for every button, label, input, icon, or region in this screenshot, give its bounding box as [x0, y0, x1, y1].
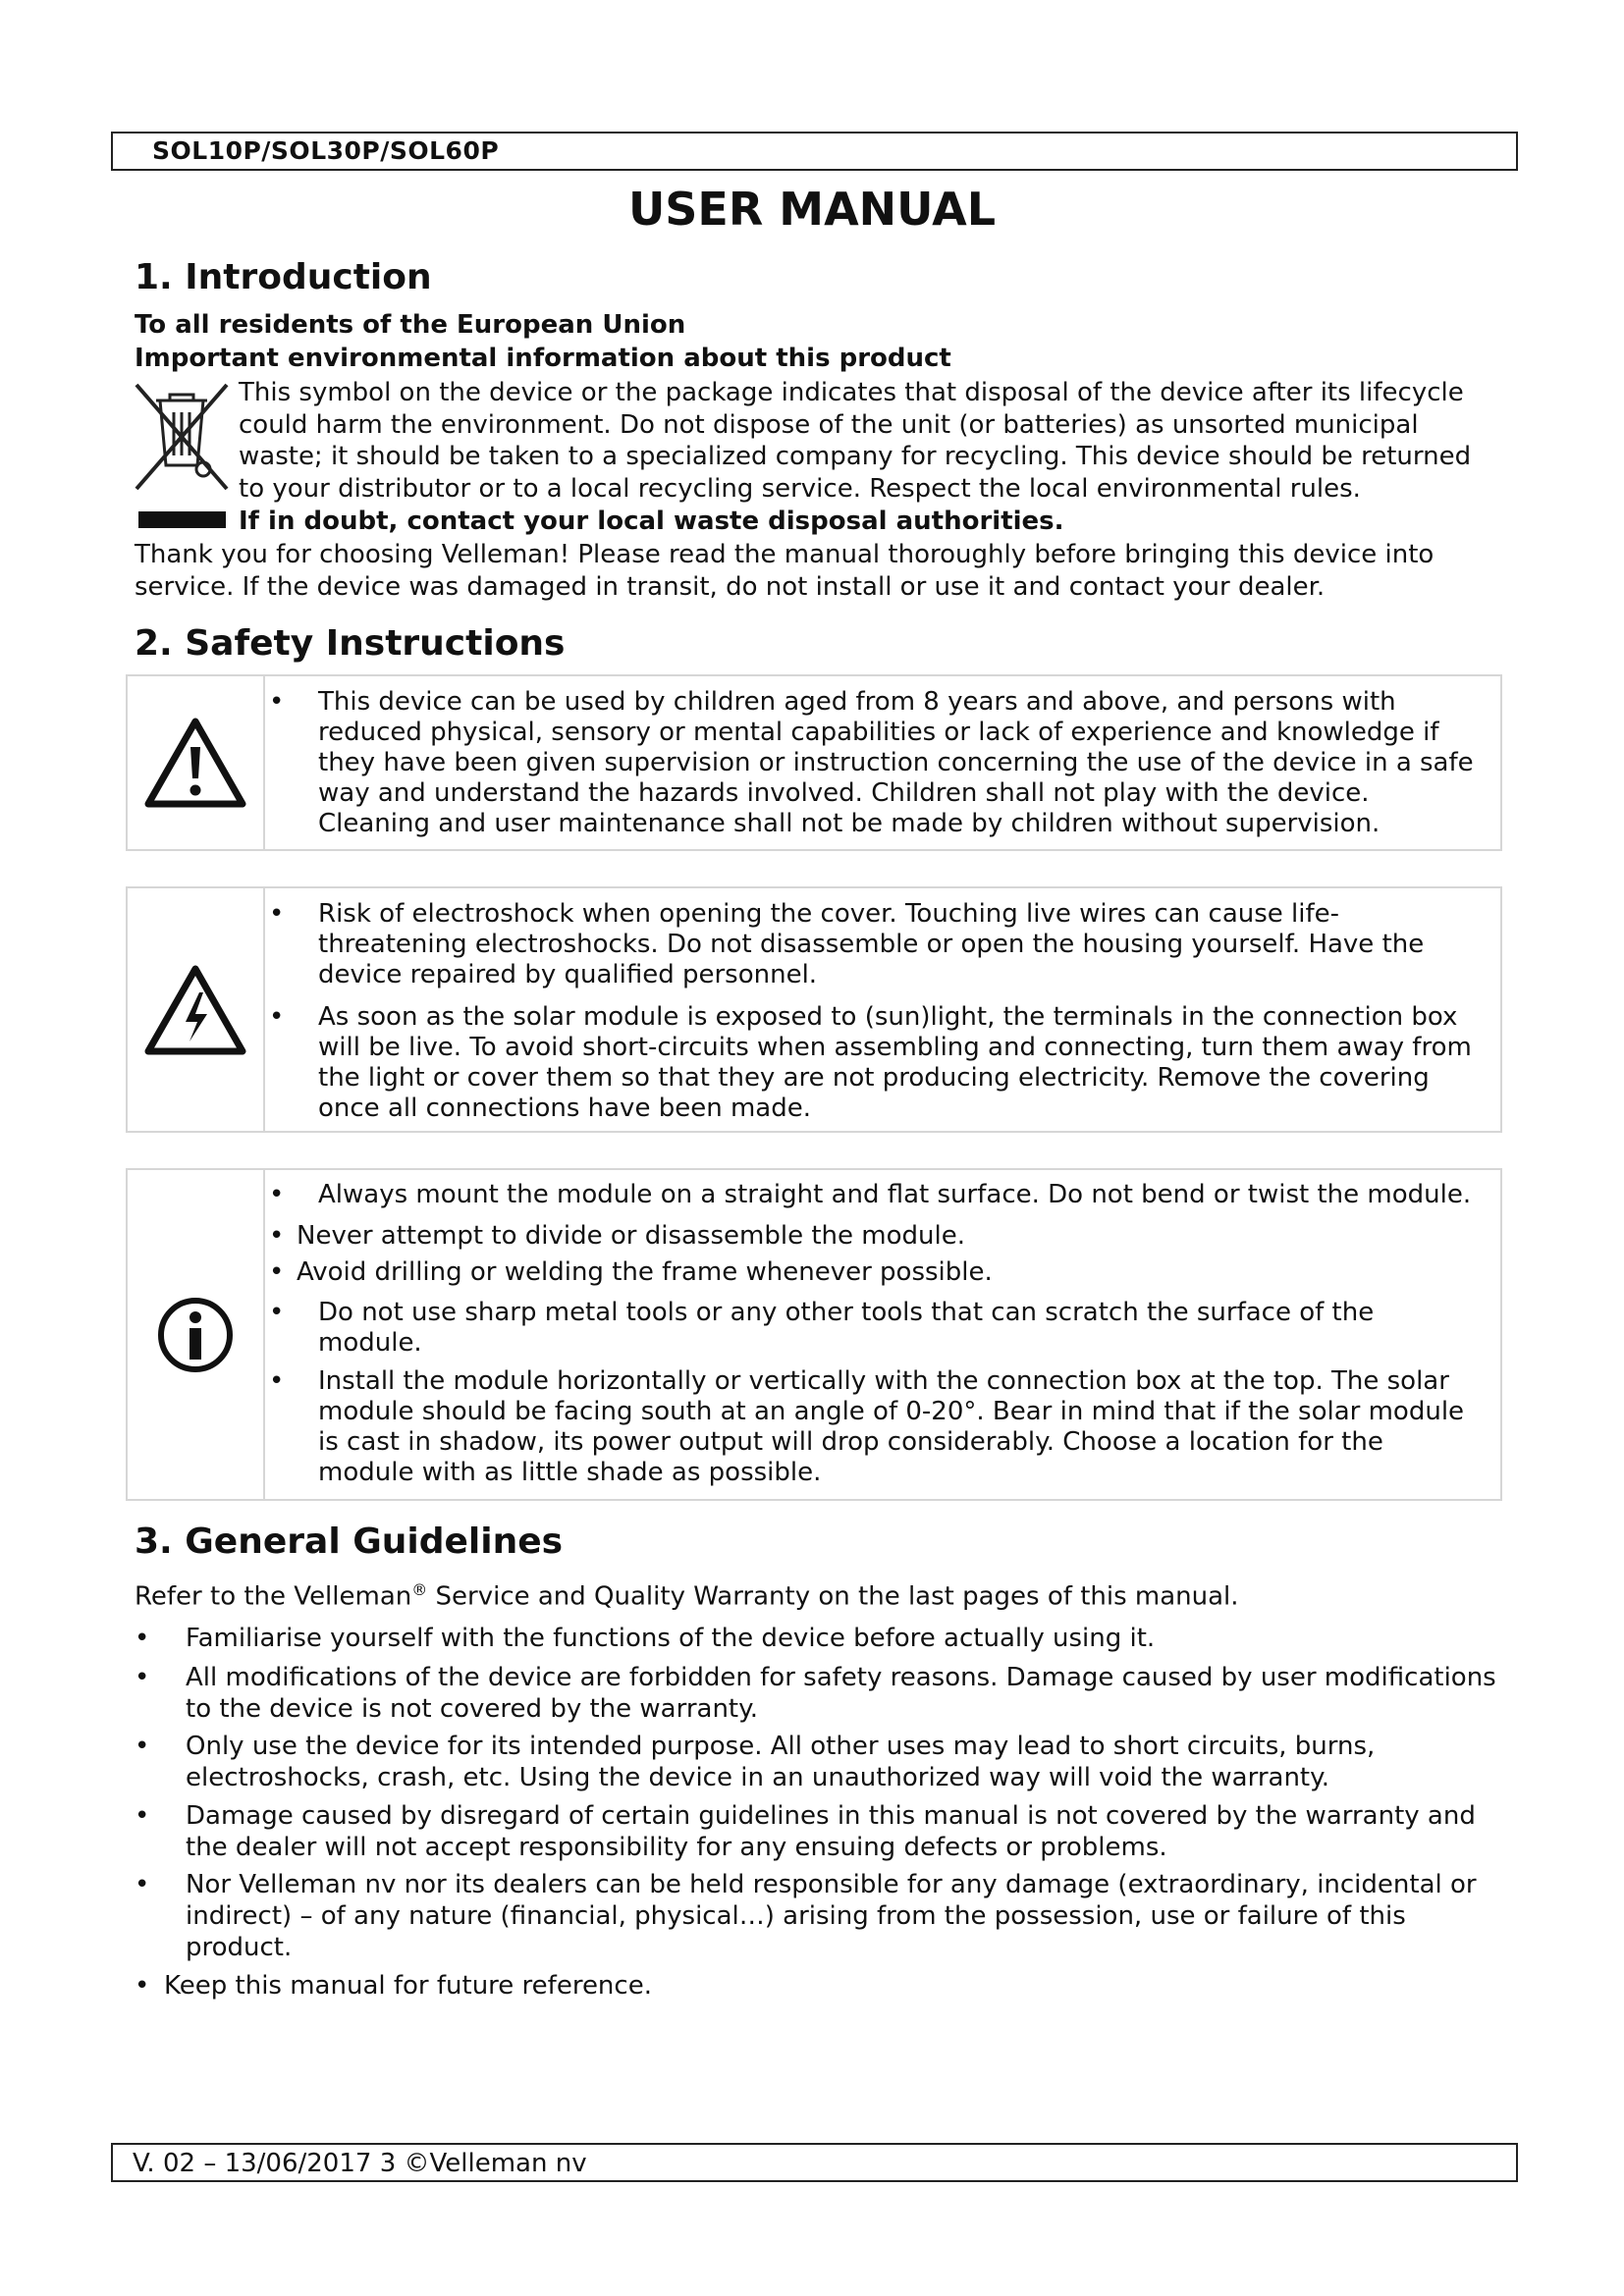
text-line: once all connections have been made. [318, 1094, 811, 1123]
bullet: • [269, 1180, 285, 1209]
section-heading-introduction: 1. Introduction [135, 257, 432, 297]
text-line: Nor Velleman nv nor its dealers can be held responsible for any damage (extraordinary, incidental or [186, 1870, 1477, 1899]
text-line: Damage caused by disregard of certain guidelines in this manual is not covered by the warranty and [186, 1801, 1476, 1831]
safety-box-children [126, 674, 1502, 851]
icon-cell [128, 676, 265, 849]
refer-text: Refer to the Velleman [135, 1581, 412, 1612]
text-line: Never attempt to divide or disassemble the module. [297, 1221, 965, 1251]
weee-doubt-note: If in doubt, contact your local waste disposal authorities. [239, 507, 1064, 536]
weee-line: waste; it should be taken to a specialized company for recycling. This device should be returned [239, 442, 1472, 471]
high-voltage-icon [142, 963, 248, 1057]
bullet: • [269, 1221, 285, 1251]
env-title: Important environmental information about this product [135, 344, 951, 373]
refer-line [135, 1574, 1529, 1614]
text-line: module should be facing south at an angle of 0-20°. Bear in mind that if the solar module [318, 1397, 1465, 1426]
text-line: Risk of electroshock when opening the cover. Touching live wires can cause life- [318, 899, 1340, 929]
bullet: • [135, 1624, 150, 1653]
text-line: the dealer will not accept responsibility for any ensuing defects or problems. [186, 1833, 1167, 1862]
text-line: Familiarise yourself with the functions of the device before actually using it. [186, 1624, 1156, 1653]
text-line: This device can be used by children aged from 8 years and above, and persons with [318, 687, 1396, 717]
bullet: • [135, 1870, 150, 1899]
text-line: Install the module horizontally or vertically with the connection box at the top. The solar [318, 1366, 1449, 1396]
safety-box-electroshock [126, 886, 1502, 1133]
header-box [111, 132, 1518, 171]
text-line: threatening electroshocks. Do not disassemble or open the housing yourself. Have the [318, 930, 1425, 959]
weee-line: This symbol on the device or the package indicates that disposal of the device after its lifecycle [239, 378, 1464, 407]
footer-version: V. 02 – 13/06/2017 3 ©Velleman nv [133, 2149, 587, 2178]
text-line: the light or cover them so that they are not producing electricity. Remove the covering [318, 1063, 1430, 1093]
bullet: • [135, 1663, 150, 1692]
registered-mark: ® [411, 1580, 428, 1599]
section-heading-safety: 2. Safety Instructions [135, 623, 566, 664]
section-heading-guidelines: 3. General Guidelines [135, 1522, 564, 1562]
text-line: As soon as the solar module is exposed to (sun)light, the terminals in the connection box [318, 1002, 1458, 1032]
text-line: Always mount the module on a straight and flat surface. Do not bend or twist the module. [318, 1180, 1472, 1209]
text-line: reduced physical, sensory or mental capabilities or lack of experience and knowledge if [318, 718, 1439, 747]
weee-bin-icon [131, 379, 233, 497]
text-line: they have been given supervision or instruction concerning the use of the device in a safe [318, 748, 1474, 777]
icon-cell [128, 1170, 265, 1499]
bullet: • [135, 1732, 150, 1761]
weee-bar [138, 511, 226, 528]
text-line: is cast in shadow, its power output will drop considerably. Choose a location for the [318, 1427, 1383, 1457]
bullet: • [135, 1801, 150, 1831]
text-line: way and understand the hazards involved. Children shall not play with the device. [318, 778, 1370, 808]
bullet: • [269, 1257, 285, 1287]
bullet: • [269, 1298, 285, 1327]
bullet: • [269, 1366, 285, 1396]
text-line: Cleaning and user maintenance shall not be made by children without supervision. [318, 809, 1380, 838]
weee-line: could harm the environment. Do not dispose of the unit (or batteries) as unsorted municipal [239, 409, 1419, 440]
text-line: indirect) – of any nature (financial, physical…) arising from the possession, use or failure of this [186, 1901, 1406, 1931]
text-line: Do not use sharp metal tools or any other tools that can scratch the surface of the [318, 1298, 1375, 1327]
model-number: SOL10P/SOL30P/SOL60P [152, 136, 500, 165]
text-line: Keep this manual for future reference. [164, 1971, 652, 2001]
eu-title: To all residents of the European Union [135, 310, 686, 340]
bullet: • [269, 1002, 285, 1032]
weee-paragraph [239, 377, 1495, 505]
bullet: • [269, 899, 285, 929]
text-line: All modifications of the device are forbidden for safety reasons. Damage caused by user modifications [186, 1663, 1496, 1692]
bullet: • [269, 687, 285, 717]
footer-box [111, 2143, 1518, 2182]
text-line: to the device is not covered by the warranty. [186, 1694, 759, 1724]
bullet: • [135, 1971, 150, 2001]
thanks-paragraph [135, 539, 1529, 604]
weee-line: to your distributor or to a local recycling service. Respect the local environmental rules. [239, 473, 1361, 504]
page-title: USER MANUAL [627, 183, 997, 236]
warning-icon [142, 716, 248, 810]
safety-box-mounting [126, 1168, 1502, 1501]
text-line: Avoid drilling or welding the frame whenever possible. [297, 1257, 993, 1287]
thanks-line: service. If the device was damaged in transit, do not install or use it and contact your dealer. [135, 572, 1326, 602]
text-line: product. [186, 1933, 293, 1962]
text-line: device repaired by qualified personnel. [318, 960, 818, 989]
text-line: module with as little shade as possible. [318, 1458, 822, 1487]
text-line: Only use the device for its intended purpose. All other uses may lead to short circuits, burns, [186, 1732, 1376, 1761]
text-line: electroshocks, crash, etc. Using the device in an unauthorized way will void the warranty. [186, 1763, 1330, 1792]
text-line: will be live. To avoid short-circuits when assembling and connecting, turn them away from [318, 1033, 1472, 1062]
icon-cell [128, 888, 265, 1131]
thanks-line: Thank you for choosing Velleman! Please read the manual thoroughly before bringing this device into [135, 540, 1435, 569]
refer-text: Service and Quality Warranty on the last pages of this manual. [427, 1581, 1239, 1612]
info-icon [156, 1296, 235, 1374]
text-line: module. [318, 1328, 422, 1358]
